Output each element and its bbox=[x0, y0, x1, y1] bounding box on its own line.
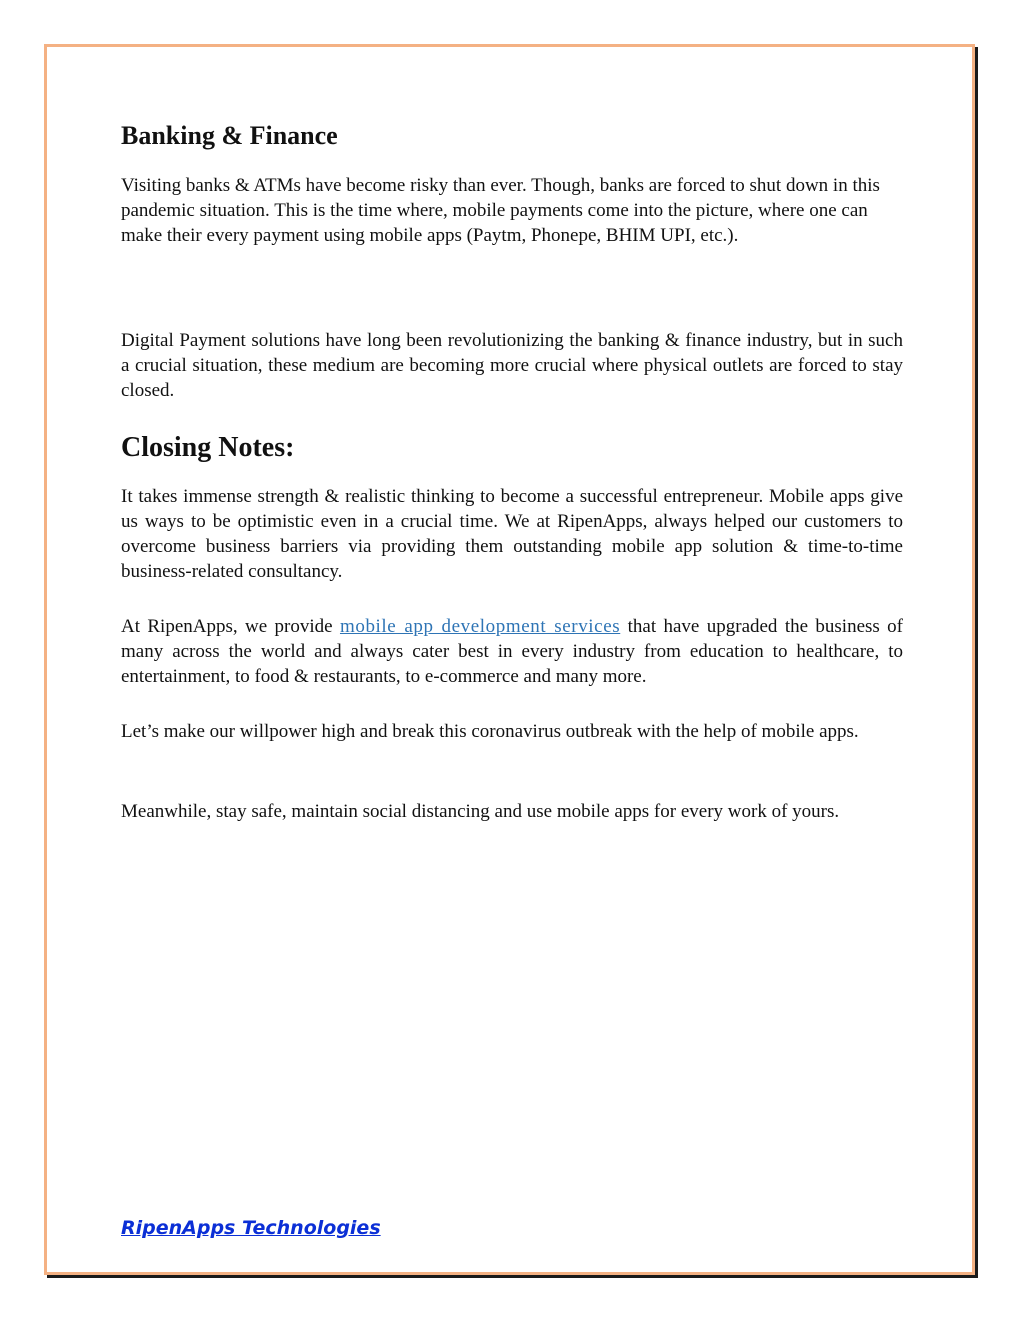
section-heading-closing-notes: Closing Notes: bbox=[121, 432, 295, 463]
footer-brand-text: RipenApps Technologies bbox=[121, 1217, 381, 1239]
paragraph-banking-1: Visiting banks & ATMs have become risky than ever. Though, banks are forced to shut down in this pandemic situation. This is the time where, mobile payments come into the picture, where one can make their every payment using mobile apps (Paytm, Phonepe, BHIM UPI, etc.). bbox=[121, 175, 880, 246]
paragraph-closing-4: Meanwhile, stay safe, maintain social distancing and use mobile apps for every work of yours. bbox=[121, 801, 840, 822]
mobile-app-development-services-link[interactable]: mobile app development services bbox=[339, 616, 621, 637]
paragraph-closing-2 bbox=[121, 614, 903, 689]
paragraph-banking-2: Digital Payment solutions have long been revolutionizing the banking & finance industry, but in such a crucial situation, these medium are becoming more crucial where physical outlets are forced to stay closed. bbox=[121, 330, 903, 401]
paragraph-text: At RipenApps, we provide bbox=[121, 616, 340, 637]
section-heading-banking: Banking & Finance bbox=[121, 121, 338, 150]
paragraph-closing-3: Let’s make our willpower high and break this coronavirus outbreak with the help of mobile apps. bbox=[121, 721, 859, 742]
paragraph-closing-1: It takes immense strength & realistic thinking to become a successful entrepreneur. Mobile apps give us ways to be optimistic even in a crucial time. We at RipenApps, always helped our customers to overcome business barriers via providing them outstanding mobile app solution & time-to-time business-related consultancy. bbox=[121, 486, 903, 582]
paragraph-text: that have upgraded the business of many across the world and always cater best in every industry from education to healthcare, to entertainment, to food & restaurants, to e-commerce and many more. bbox=[121, 616, 904, 687]
